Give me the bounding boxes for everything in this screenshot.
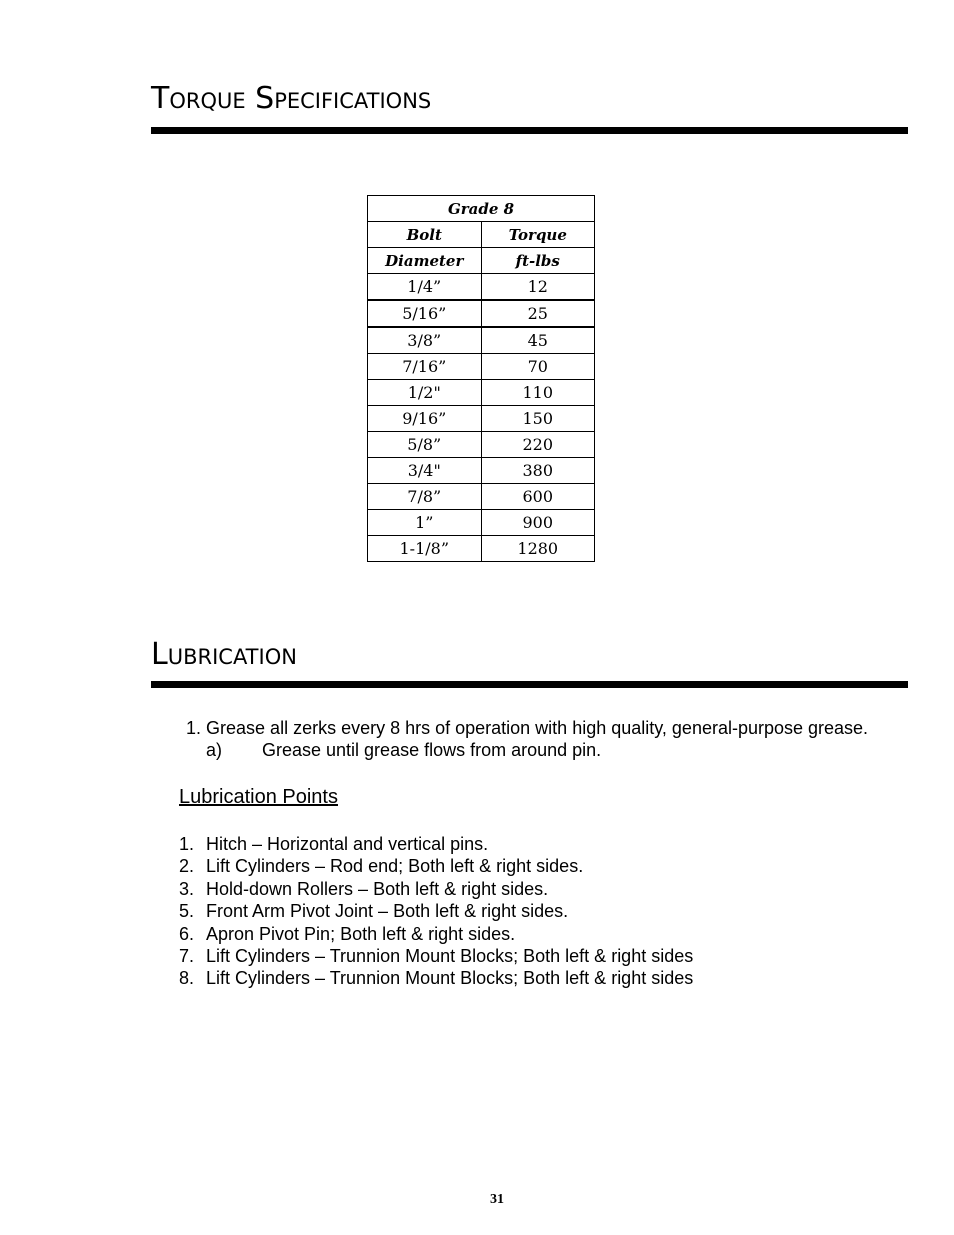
list-item-number: 7.: [179, 946, 195, 967]
list-item: [179, 878, 693, 900]
torque-section-rule: [151, 127, 908, 134]
table-row: [368, 484, 595, 510]
torque-value-cell: 220: [481, 432, 595, 458]
instruction-sub-label: a): [206, 740, 223, 760]
list-item: [179, 923, 693, 945]
page-number: 31: [490, 1192, 504, 1207]
list-item: [179, 945, 693, 967]
bolt-diameter-cell: 1/4”: [368, 274, 482, 301]
list-item-text: Hitch – Horizontal and vertical pins.: [206, 834, 489, 854]
list-item-text: Hold-down Rollers – Both left & right sides.: [206, 878, 549, 899]
list-item-text: Front Arm Pivot Joint – Both left & right sides.: [206, 901, 569, 922]
column-header-ftlbs: ft-lbs: [481, 248, 595, 274]
list-item-number: 1.: [179, 834, 195, 854]
list-item-number: 8.: [179, 968, 195, 989]
bolt-diameter-cell: 3/8”: [368, 327, 482, 354]
instruction-subitem: [206, 739, 601, 761]
grade-header: Grade 8: [368, 196, 595, 222]
list-item-number: 3.: [179, 878, 195, 899]
table-row: [368, 406, 595, 432]
table-row: [368, 354, 595, 380]
list-item-text: Lift Cylinders – Rod end; Both left & right sides.: [206, 856, 584, 877]
table-row: [368, 327, 595, 354]
table-grade-row: [368, 196, 595, 222]
torque-section-title: Torque Specifications: [151, 81, 432, 116]
list-item-text: Lift Cylinders – Trunnion Mount Blocks; Both left & right sides: [206, 946, 694, 967]
instruction-sub-text: Grease until grease flows from around pin.: [262, 740, 602, 760]
bolt-diameter-cell: 7/16”: [368, 354, 482, 380]
table-row: [368, 300, 595, 327]
bolt-diameter-cell: 9/16”: [368, 406, 482, 432]
torque-value-cell: 900: [481, 510, 595, 536]
lubrication-points-list: [179, 833, 693, 990]
table-row: [368, 510, 595, 536]
torque-value-cell: 110: [481, 380, 595, 406]
bolt-diameter-cell: 7/8”: [368, 484, 482, 510]
torque-value-cell: 1280: [481, 536, 595, 562]
bolt-diameter-cell: 1-1/8”: [368, 536, 482, 562]
list-item: [179, 855, 693, 877]
table-header-row: [368, 248, 595, 274]
table-row: [368, 458, 595, 484]
list-item: [179, 900, 693, 922]
bolt-diameter-cell: 1/2": [368, 380, 482, 406]
column-header-bolt: Bolt: [368, 222, 482, 248]
torque-value-cell: 25: [481, 300, 595, 327]
torque-value-cell: 12: [481, 274, 595, 301]
list-item-number: 5.: [179, 901, 195, 922]
bolt-diameter-cell: 5/8”: [368, 432, 482, 458]
instruction-item: [186, 717, 868, 739]
column-header-diameter: Diameter: [368, 248, 482, 274]
torque-value-cell: 150: [481, 406, 595, 432]
torque-table: [367, 195, 595, 562]
table-row: [368, 536, 595, 562]
bolt-diameter-cell: 1”: [368, 510, 482, 536]
instruction-text: Grease all zerks every 8 hrs of operation with high quality, general-purpose grease.: [206, 718, 869, 738]
table-row: [368, 380, 595, 406]
torque-value-cell: 600: [481, 484, 595, 510]
list-item: [179, 967, 693, 989]
torque-value-cell: 45: [481, 327, 595, 354]
list-item-number: 2.: [179, 856, 195, 877]
table-header-row: [368, 222, 595, 248]
bolt-diameter-cell: 3/4": [368, 458, 482, 484]
lubrication-points-heading: Lubrication Points: [179, 786, 338, 808]
list-item-number: 6.: [179, 923, 195, 944]
instruction-number: 1.: [186, 718, 202, 738]
torque-value-cell: 70: [481, 354, 595, 380]
list-item-text: Apron Pivot Pin; Both left & right sides.: [206, 923, 516, 944]
lubrication-section-rule: [151, 681, 908, 688]
torque-value-cell: 380: [481, 458, 595, 484]
list-item: [179, 833, 693, 855]
column-header-torque: Torque: [481, 222, 595, 248]
lubrication-section-title: Lubrication: [151, 637, 297, 672]
table-row: [368, 432, 595, 458]
table-row: [368, 274, 595, 301]
bolt-diameter-cell: 5/16”: [368, 300, 482, 327]
list-item-text: Lift Cylinders – Trunnion Mount Blocks; Both left & right sides: [206, 968, 694, 989]
